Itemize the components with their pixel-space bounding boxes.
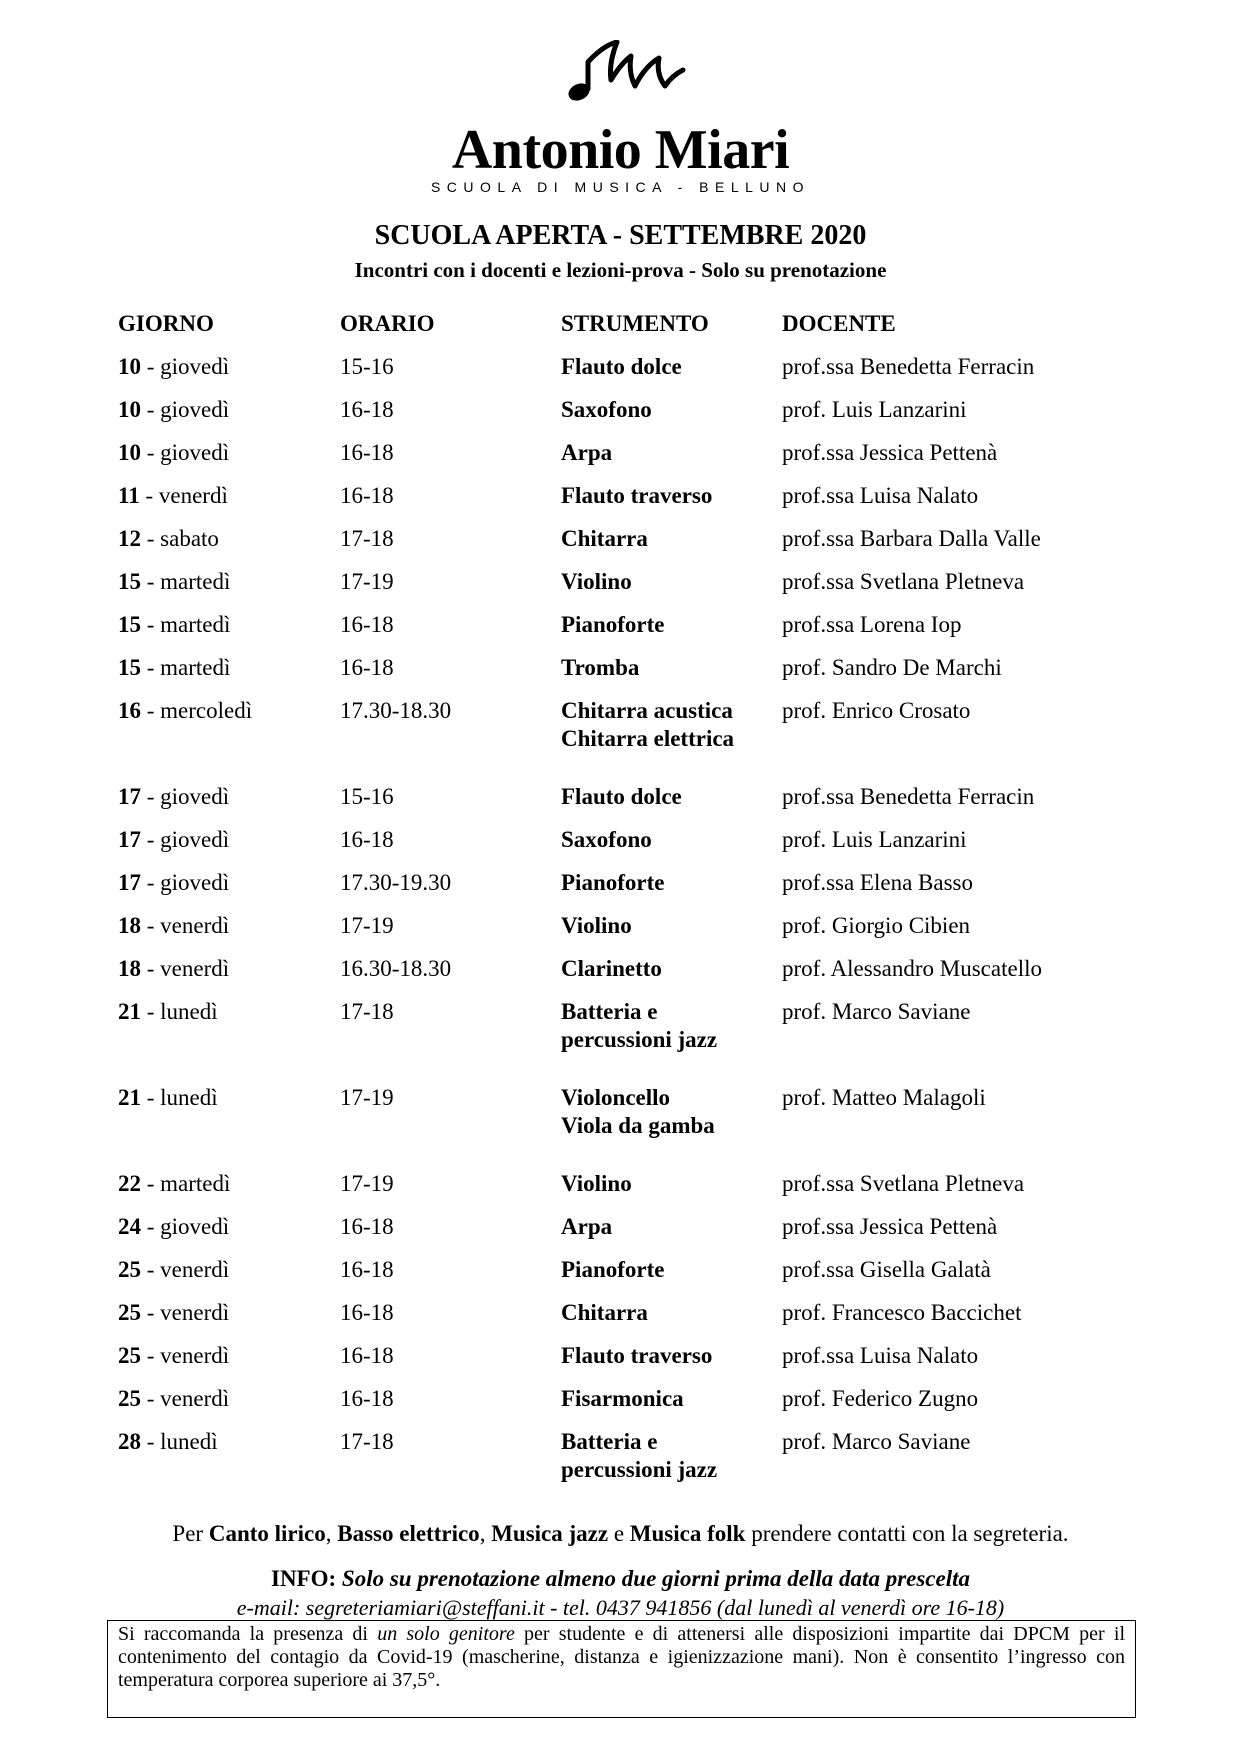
weekday: - martedì (141, 1171, 231, 1196)
day-number: 15 (118, 655, 141, 680)
weekday: - giovedì (141, 870, 230, 895)
cell-docente: prof.ssa Benedetta Ferracin (782, 354, 1035, 379)
table-row (118, 783, 1138, 826)
cell-strumento (561, 396, 652, 424)
cell-strumento (561, 1256, 664, 1284)
contact-line: e-mail: segreteriamiari@steffani.it - tel. 0437 941856 (dal lunedì al venerdì ore 16-18) (236, 1595, 1005, 1620)
table-row (118, 826, 1138, 869)
cell-orario: 17-18 (340, 999, 394, 1024)
cell-docente: prof.ssa Jessica Pettenà (782, 1214, 998, 1239)
note-part: , (479, 1521, 492, 1546)
cell-orario: 16-18 (340, 440, 394, 465)
table-row (118, 439, 1138, 482)
cell-strumento (561, 1299, 648, 1327)
table-row (118, 568, 1138, 611)
cell-docente: prof. Matteo Malagoli (782, 1085, 986, 1110)
cell-orario: 16-18 (340, 1386, 394, 1411)
instrument-line: Tromba (561, 655, 640, 680)
table-row (118, 654, 1138, 697)
instrument-line: Fisarmonica (561, 1386, 684, 1411)
day-number: 28 (118, 1429, 141, 1454)
cell-strumento (561, 1385, 684, 1413)
cell-orario: 16-18 (340, 1257, 394, 1282)
instrument-line: Violino (561, 1171, 632, 1196)
cell-orario: 17-19 (340, 913, 394, 938)
instrument-line: Pianoforte (561, 612, 665, 637)
weekday: - venerdì (141, 1300, 230, 1325)
day-number: 21 (118, 1085, 141, 1110)
covid-notice-emphasis: un solo genitore (377, 1623, 515, 1645)
day-number: 10 (118, 397, 141, 422)
cell-orario: 17-18 (340, 526, 394, 551)
cell-docente: prof. Luis Lanzarini (782, 397, 967, 422)
cell-orario: 16-18 (340, 827, 394, 852)
weekday: - giovedì (141, 784, 230, 809)
cell-giorno (118, 654, 230, 682)
table-row (118, 1084, 1138, 1170)
column-header-docente: DOCENTE (782, 311, 896, 336)
instrument-line: Flauto traverso (561, 1343, 713, 1368)
note-part: e (608, 1521, 630, 1546)
cell-orario: 16.30-18.30 (340, 956, 452, 981)
cell-docente: prof. Francesco Baccichet (782, 1300, 1022, 1325)
weekday: - giovedì (141, 397, 230, 422)
note-bold-part: Canto lirico (208, 1521, 326, 1546)
cell-docente: prof.ssa Svetlana Pletneva (782, 569, 1025, 594)
weekday: - mercoledì (141, 698, 253, 723)
instrument-line: Batteria e (561, 999, 658, 1024)
instrument-line: Arpa (561, 1214, 613, 1239)
cell-docente: prof. Alessandro Muscatello (782, 956, 1042, 981)
cell-orario: 15-16 (340, 354, 394, 379)
column-header-strumento: STRUMENTO (561, 311, 709, 336)
day-number: 10 (118, 440, 141, 465)
day-number: 17 (118, 784, 141, 809)
cell-docente: prof.ssa Svetlana Pletneva (782, 1171, 1025, 1196)
cell-docente: prof.ssa Barbara Dalla Valle (782, 526, 1041, 551)
cell-strumento (561, 998, 717, 1054)
info-line (0, 1565, 1241, 1593)
cell-orario: 17-19 (340, 569, 394, 594)
cell-strumento (561, 826, 652, 854)
cell-giorno (118, 869, 229, 897)
cell-giorno (118, 1385, 229, 1413)
table-row (118, 998, 1138, 1084)
contact-note (0, 1520, 1241, 1548)
covid-notice-box (107, 1620, 1136, 1718)
note-part: prendere contatti con la segreteria. (745, 1521, 1069, 1546)
cell-giorno (118, 1256, 229, 1284)
day-number: 11 (118, 483, 140, 508)
cell-orario: 17-19 (340, 1171, 394, 1196)
cell-docente: prof. Sandro De Marchi (782, 655, 1002, 680)
table-row (118, 1385, 1138, 1428)
cell-orario: 15-16 (340, 784, 394, 809)
table-row (118, 1428, 1138, 1514)
info-text: Solo su prenotazione almeno due giorni prima della data prescelta (336, 1566, 970, 1591)
table-row (118, 1213, 1138, 1256)
table-row (118, 525, 1138, 568)
cell-orario: 16-18 (340, 655, 394, 680)
day-number: 16 (118, 698, 141, 723)
instrument-line: Arpa (561, 440, 613, 465)
weekday: - venerdì (141, 913, 230, 938)
cell-docente: prof. Federico Zugno (782, 1386, 979, 1411)
day-number: 18 (118, 956, 141, 981)
weekday: - venerdì (139, 483, 228, 508)
cell-orario: 16-18 (340, 1343, 394, 1368)
cell-orario: 17-19 (340, 1085, 394, 1110)
instrument-line: Flauto traverso (561, 483, 713, 508)
cell-docente: prof.ssa Jessica Pettenà (782, 440, 998, 465)
cell-giorno (118, 1170, 230, 1198)
weekday: - venerdì (141, 1343, 230, 1368)
note-bold-part: Musica jazz (491, 1521, 609, 1546)
weekday: - venerdì (141, 1257, 230, 1282)
cell-strumento (561, 611, 664, 639)
instrument-line: Batteria e (561, 1429, 658, 1454)
day-number: 17 (118, 827, 141, 852)
cell-docente: prof. Marco Saviane (782, 1429, 971, 1454)
cell-orario: 16-18 (340, 1300, 394, 1325)
cell-strumento (561, 1213, 612, 1241)
cell-giorno (118, 1299, 229, 1327)
cell-giorno (118, 439, 229, 467)
column-header-orario: ORARIO (340, 311, 435, 336)
day-number: 18 (118, 913, 141, 938)
schedule-table (118, 310, 1138, 1514)
cell-docente: prof.ssa Gisella Galatà (782, 1257, 991, 1282)
cell-giorno (118, 396, 229, 424)
cell-giorno (118, 611, 230, 639)
cell-docente: prof. Luis Lanzarini (782, 827, 967, 852)
instrument-line: Clarinetto (561, 956, 662, 981)
weekday: - lunedì (141, 1429, 218, 1454)
table-row (118, 611, 1138, 654)
day-number: 17 (118, 870, 141, 895)
weekday: - martedì (141, 655, 231, 680)
cell-giorno (118, 568, 230, 596)
note-part: , (325, 1521, 338, 1546)
instrument-line: Flauto dolce (561, 784, 682, 809)
table-body (118, 353, 1138, 1514)
table-row (118, 482, 1138, 525)
cell-strumento (561, 525, 648, 553)
cell-giorno (118, 482, 228, 510)
instrument-line: Chitarra (561, 526, 648, 551)
instrument-line: Saxofono (561, 397, 652, 422)
table-row (118, 697, 1138, 783)
cell-strumento (561, 697, 734, 753)
table-row (118, 396, 1138, 439)
instrument-line: Chitarra (561, 1300, 648, 1325)
note-bold-part: Basso elettrico (337, 1521, 480, 1546)
weekday: - venerdì (141, 1386, 230, 1411)
cell-strumento (561, 869, 664, 897)
cell-docente: prof. Giorgio Cibien (782, 913, 971, 938)
cell-docente: prof.ssa Luisa Nalato (782, 483, 979, 508)
cell-giorno (118, 1213, 229, 1241)
cell-orario: 17.30-19.30 (340, 870, 452, 895)
table-row (118, 1299, 1138, 1342)
logo-name: Antonio Miari (451, 119, 790, 181)
weekday: - martedì (141, 612, 231, 637)
cell-orario: 17.30-18.30 (340, 698, 452, 723)
weekday: - giovedì (141, 354, 230, 379)
school-logo (0, 40, 1241, 110)
cell-giorno (118, 783, 229, 811)
cell-orario: 16-18 (340, 483, 394, 508)
cell-strumento (561, 955, 662, 983)
cell-strumento (561, 1170, 632, 1198)
logo-subtitle: SCUOLA DI MUSICA - BELLUNO (430, 179, 811, 195)
page-title: SCUOLA APERTA - SETTEMBRE 2020 (374, 220, 867, 251)
table-row (118, 1342, 1138, 1385)
day-number: 24 (118, 1214, 141, 1239)
cell-orario: 16-18 (340, 612, 394, 637)
cell-orario: 16-18 (340, 1214, 394, 1239)
music-note-logo-icon (551, 40, 691, 110)
instrument-line: Violino (561, 913, 632, 938)
table-row (118, 1256, 1138, 1299)
weekday: - giovedì (141, 1214, 230, 1239)
page-subtitle: Incontri con i docenti e lezioni-prova - Solo su prenotazione (354, 258, 887, 282)
day-number: 25 (118, 1300, 141, 1325)
cell-docente: prof.ssa Luisa Nalato (782, 1343, 979, 1368)
table-row (118, 869, 1138, 912)
instrument-line: Viola da gamba (561, 1113, 715, 1138)
cell-strumento (561, 1428, 717, 1484)
info-label: INFO: (271, 1566, 337, 1591)
cell-giorno (118, 912, 229, 940)
day-number: 12 (118, 526, 141, 551)
table-row (118, 353, 1138, 396)
cell-strumento (561, 568, 632, 596)
weekday: - venerdì (141, 956, 230, 981)
cell-giorno (118, 353, 229, 381)
instrument-line: Chitarra acustica (561, 698, 733, 723)
day-number: 22 (118, 1171, 141, 1196)
note-bold-part: Musica folk (629, 1521, 746, 1546)
day-number: 15 (118, 569, 141, 594)
table-header (118, 310, 1138, 353)
day-number: 25 (118, 1343, 141, 1368)
cell-giorno (118, 826, 229, 854)
cell-giorno (118, 1084, 218, 1112)
day-number: 15 (118, 612, 141, 637)
cell-strumento (561, 783, 682, 811)
day-number: 25 (118, 1386, 141, 1411)
weekday: - lunedì (141, 999, 218, 1024)
cell-strumento (561, 1342, 712, 1370)
cell-strumento (561, 482, 712, 510)
instrument-line: percussioni jazz (561, 1457, 718, 1482)
covid-notice-text: Si raccomanda la presenza di (118, 1623, 378, 1645)
cell-strumento (561, 439, 612, 467)
cell-docente: prof.ssa Lorena Iop (782, 612, 962, 637)
day-number: 21 (118, 999, 141, 1024)
cell-docente: prof. Enrico Crosato (782, 698, 971, 723)
instrument-line: Pianoforte (561, 1257, 665, 1282)
weekday: - sabato (141, 526, 219, 551)
cell-strumento (561, 353, 682, 381)
cell-strumento (561, 1084, 715, 1140)
cell-giorno (118, 1342, 229, 1370)
weekday: - lunedì (141, 1085, 218, 1110)
instrument-line: Violoncello (561, 1085, 671, 1110)
instrument-line: Flauto dolce (561, 354, 682, 379)
table-row (118, 955, 1138, 998)
cell-giorno (118, 525, 219, 553)
cell-docente: prof.ssa Elena Basso (782, 870, 973, 895)
day-number: 10 (118, 354, 141, 379)
covid-notice-text-rest: per studente e di attenersi alle disposizioni impartite dai DPCM per il contenimento del contagio da Covid-19 (mascherine, distanza e igienizzazione mani). Non è consentito l’ingresso con temperatura corporea superiore ai 37,5°. (118, 1623, 1126, 1691)
cell-strumento (561, 654, 639, 682)
instrument-line: percussioni jazz (561, 1027, 718, 1052)
weekday: - giovedì (141, 827, 230, 852)
cell-giorno (118, 998, 218, 1026)
instrument-line: Chitarra elettrica (561, 726, 735, 751)
weekday: - giovedì (141, 440, 230, 465)
cell-giorno (118, 1428, 218, 1456)
cell-orario: 16-18 (340, 397, 394, 422)
cell-docente: prof.ssa Benedetta Ferracin (782, 784, 1035, 809)
cell-orario: 17-18 (340, 1429, 394, 1454)
column-header-giorno: GIORNO (118, 311, 214, 336)
cell-strumento (561, 912, 632, 940)
instrument-line: Violino (561, 569, 632, 594)
instrument-line: Pianoforte (561, 870, 665, 895)
instrument-line: Saxofono (561, 827, 652, 852)
day-number: 25 (118, 1257, 141, 1282)
cell-giorno (118, 697, 252, 725)
table-row (118, 1170, 1138, 1213)
weekday: - martedì (141, 569, 231, 594)
cell-giorno (118, 955, 229, 983)
table-row (118, 912, 1138, 955)
cell-docente: prof. Marco Saviane (782, 999, 971, 1024)
note-part: Per (172, 1521, 209, 1546)
